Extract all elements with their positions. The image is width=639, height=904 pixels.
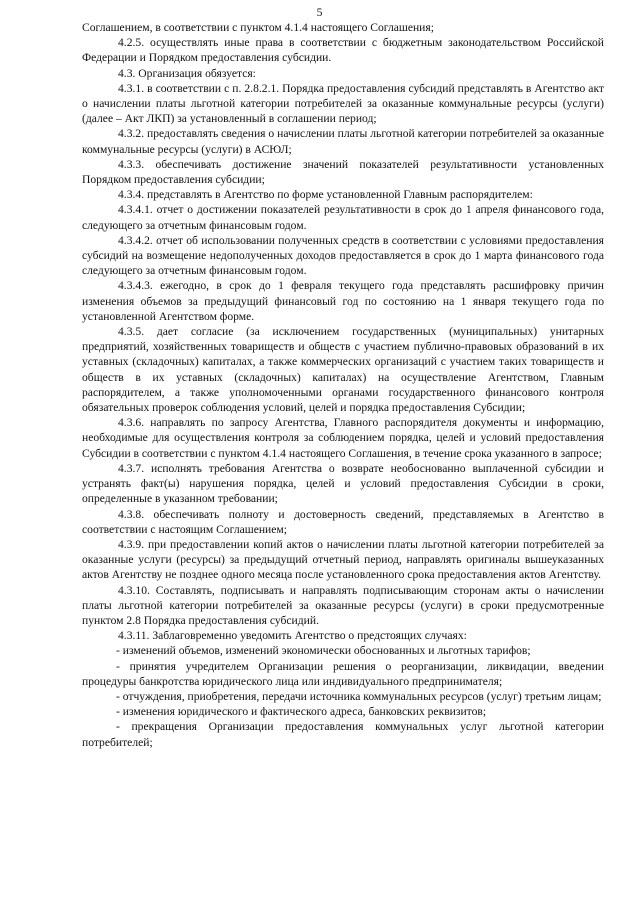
paragraph: 4.3.4.3. ежегодно, в срок до 1 февраля текущего года представлять расшифровку причин изменения объемов за предыдущий финансовый год по состоянию на 1 января текущего года по установленной Агентством форме. — [82, 279, 604, 323]
paragraph: - изменений объемов, изменений экономически обоснованных и льготных тарифов; — [116, 644, 531, 658]
paragraph: 4.3.1. в соответствии с п. 2.8.2.1. Порядка предоставления субсидий представлять в Агентство акт о начислении платы льготной категории потребителей за оказанные коммунальные ресурсы (услуги) (далее – Акт ЛКП) за установленный в соглашении период; — [82, 81, 604, 126]
paragraph: 4.2.5. осуществлять иные права в соответствии с бюджетным законодательством Российской Федерации и Порядком предоставления субсидии. — [82, 36, 604, 65]
paragraph: 4.3.3. обеспечивать достижение значений показателей результативности установленных Порядком предоставления субсидии; — [82, 157, 604, 187]
document-body — [82, 20, 604, 750]
paragraph: - прекращения Организации предоставления коммунальных услуг льготной категории потребителей; — [82, 720, 604, 749]
paragraph: Соглашением, в соответствии с пунктом 4.1.4 настоящего Соглашения; — [82, 21, 434, 34]
paragraph: - принятия учредителем Организации решения о реорганизации, ликвидации, введении процедуры банкротства юридического лица или индивидуального предпринимателя; — [82, 659, 604, 688]
paragraph: 4.3. Организация обязуется: — [118, 66, 256, 80]
paragraph: 4.3.2. предоставлять сведения о начислении платы льготной категории потребителей за оказанные коммунальные ресурсы (услуги) в АСЮЛ; — [82, 127, 604, 156]
paragraph: - отчуждения, приобретения, передачи источника коммунальных ресурсов (услуг) третьим лицам; — [116, 689, 602, 703]
paragraph: 4.3.4.1. отчет о достижении показателей результативности в срок до 1 апреля финансового года, следующего за отчетным финансовым годом. — [82, 203, 604, 232]
paragraph: - изменения юридического и фактического адреса, банковских реквизитов; — [116, 705, 487, 719]
paragraph: 4.3.9. при предоставлении копий актов о начислении платы льготной категории потребителей за оказанные услуги (ресурсы) за предыдущий отчетный период, направлять оригиналы вышеуказанных актов Агентству не позднее одного месяца после установленного срока предоставления актов Агентству. — [82, 537, 604, 582]
paragraph: 4.3.8. обеспечивать полноту и достоверность сведений, представляемых в Агентство в соответствии с настоящим Соглашением; — [82, 507, 604, 536]
paragraph: 4.3.6. направлять по запросу Агентства, Главного распорядителя документы и информацию, необходимые для осуществления контроля за соблюдением порядка, целей и условий предоставления Субсидии в соответствии с пунктом 4.1.4 настоящего Соглашения, в течение срока указанного в запросе; — [82, 416, 604, 460]
paragraph: 4.3.7. исполнять требования Агентства о возврате необоснованно выплаченной субсидии и устранять факт(ы) нарушения порядка, целей и условий предоставления Субсидии в сроки, определенные в указанном требовании; — [82, 461, 604, 506]
paragraph: 4.3.4. представлять в Агентство по форме установленной Главным распорядителем: — [118, 188, 533, 202]
paragraph: 4.3.5. дает согласие (за исключением государственных (муниципальных) унитарных предприятий, хозяйственных товариществ и обществ с участием публично-правовых образований в их уставных (складочных) капиталах, а также коммерческих организаций с участием таких товариществ и обществ в их уставных (складочных) капиталах) на осуществление Агентством, Главным распорядителем, а также уполномоченными органами государственного финансового контроля обязательных проверок соблюдения условий, целей и порядка предоставления Субсидии; — [82, 325, 604, 415]
paragraph: 4.3.4.2. отчет об использовании полученных средств в соответствии с условиями предоставления субсидий на возмещение недополученных доходов предоставляется в срок до 1 марта финансового года следующего за отчетным финансовым годом. — [82, 233, 604, 278]
page-number: 5 — [316, 6, 323, 19]
paragraph: 4.3.11. Заблаговременно уведомить Агентство о предстоящих случаях: — [118, 629, 467, 643]
paragraph: 4.3.10. Составлять, подписывать и направлять подписывающим сторонам акты о начислении платы льготной категории потребителей за оказанные ресурсы (услуги) в сроки предусмотренные пунктом 2.8 Порядка предоставления субсидий. — [82, 583, 604, 627]
